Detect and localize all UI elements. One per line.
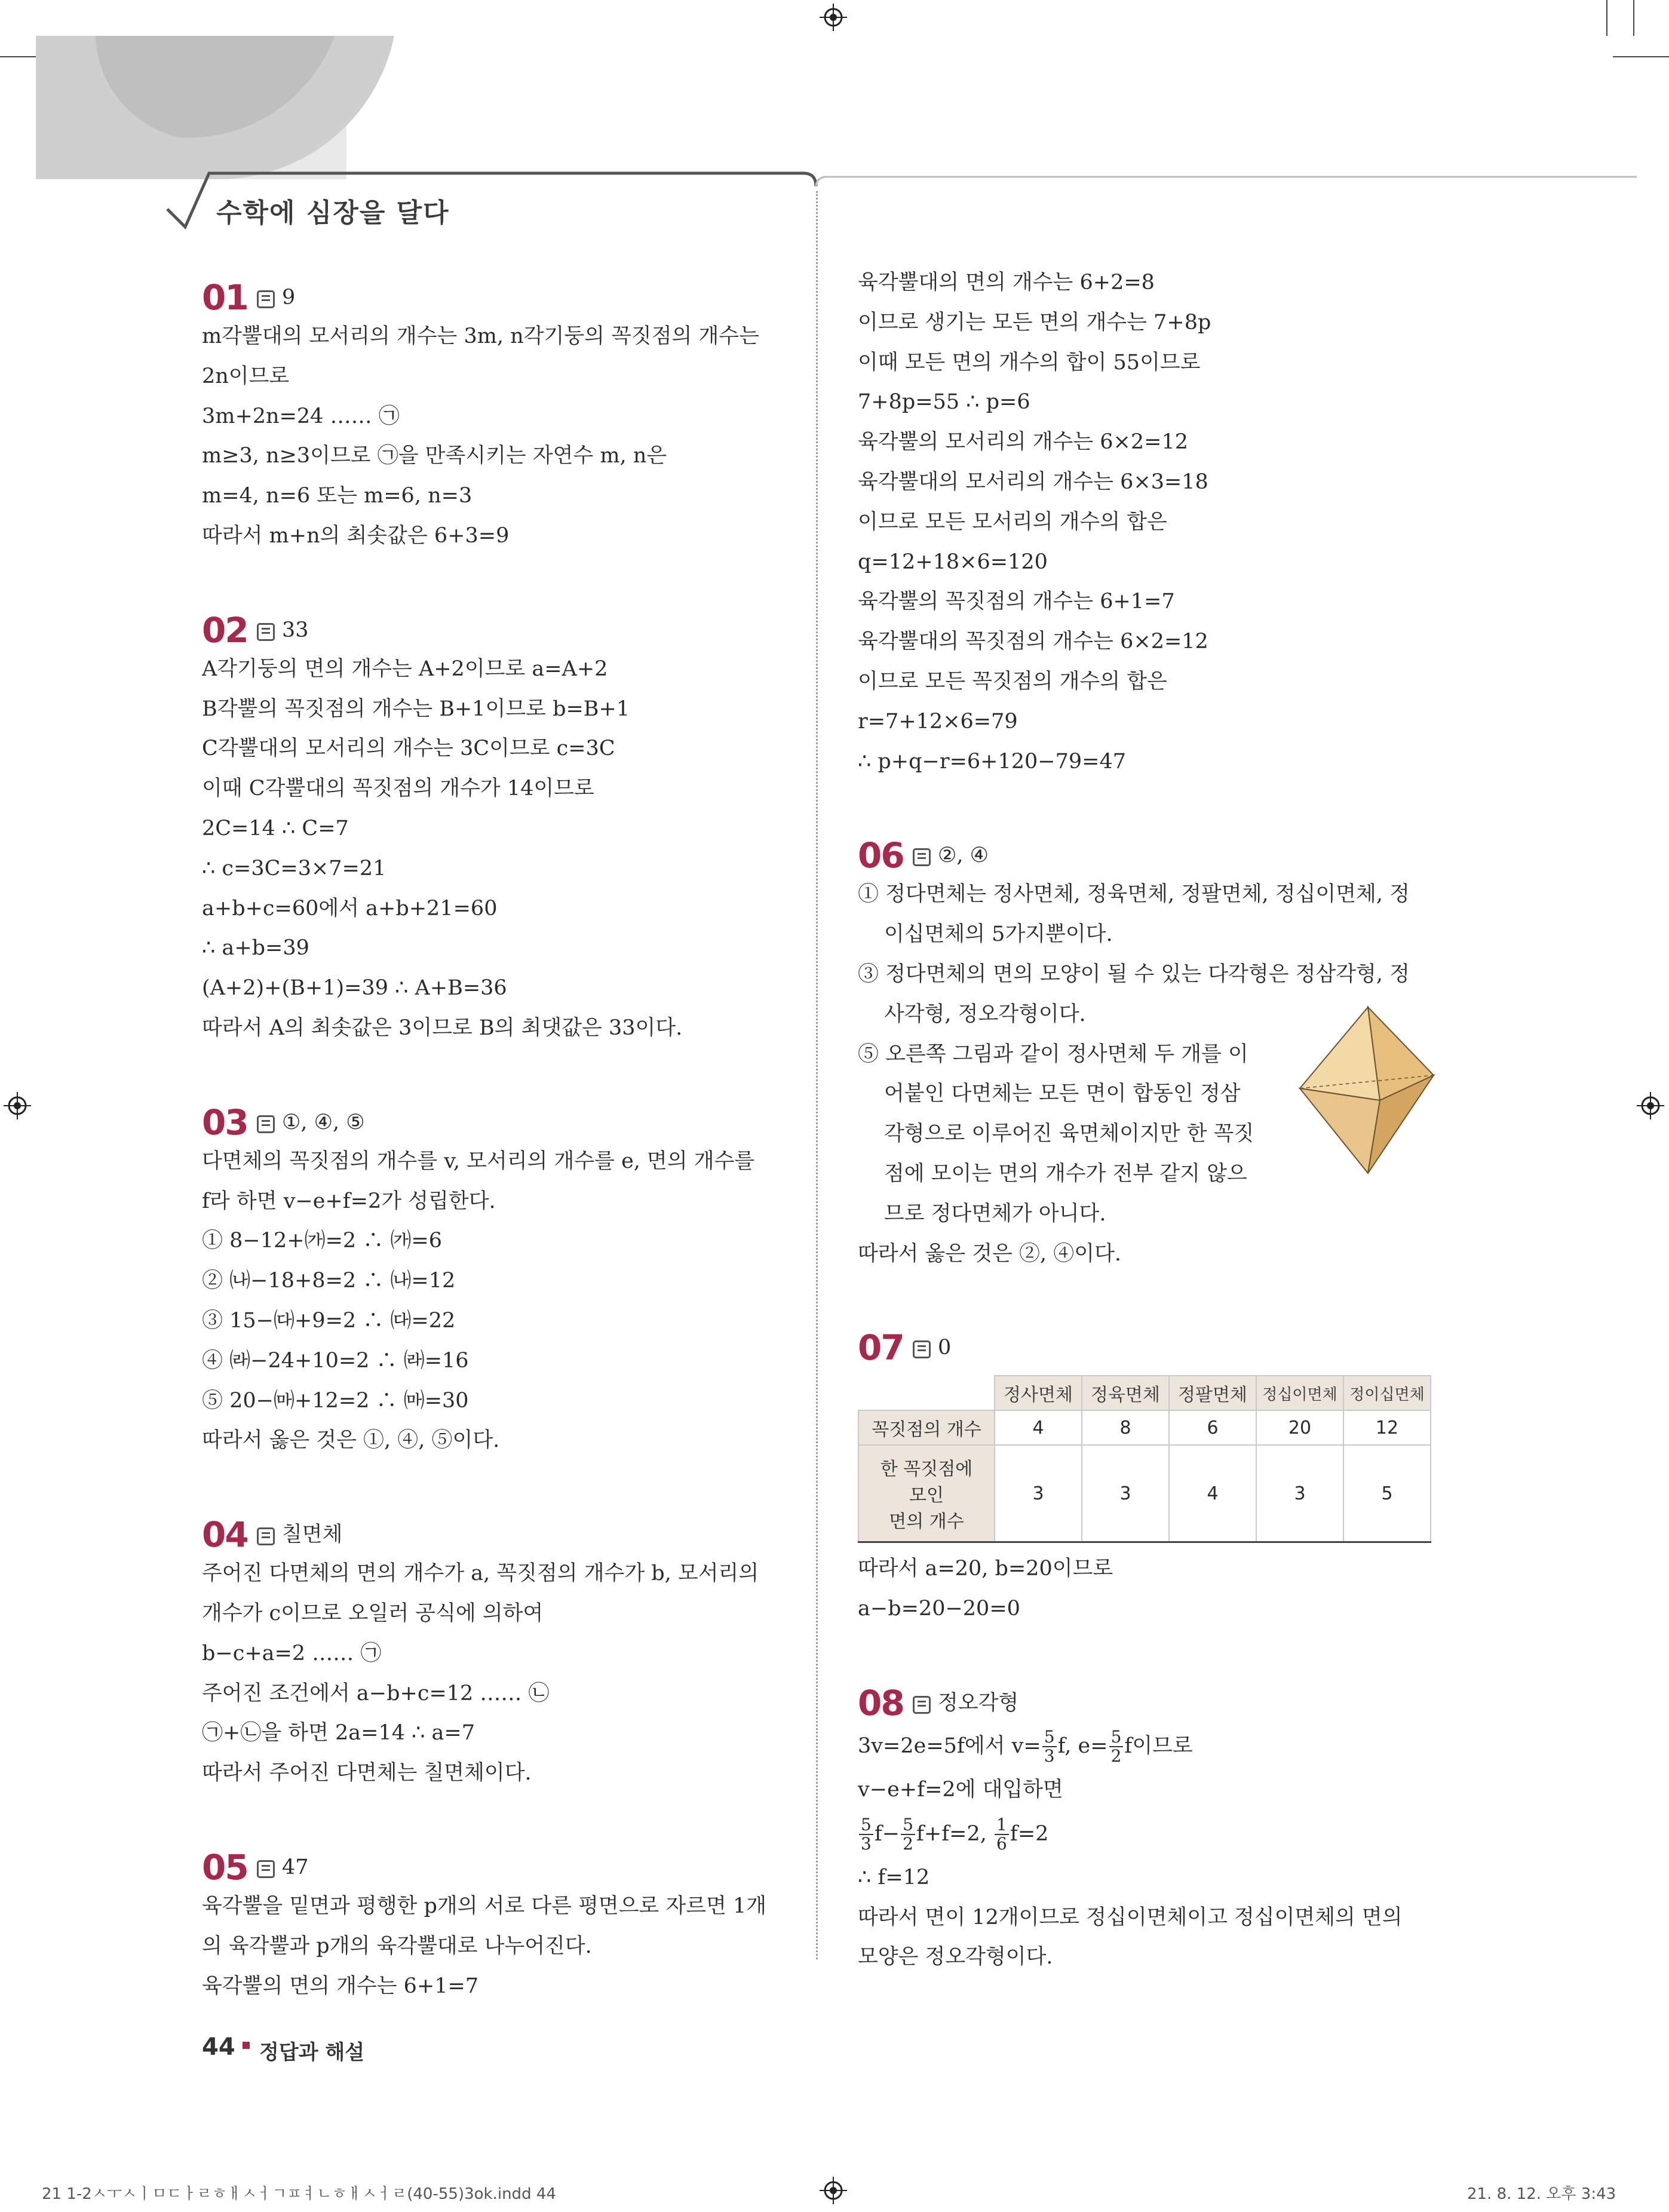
solution-line: 따라서 옳은 것은 ②, ④이다. bbox=[858, 1241, 1122, 1266]
question-08-header bbox=[858, 1672, 1449, 1722]
table-cell: 8 bbox=[1082, 1410, 1169, 1445]
solution-line: C각뿔대의 모서리의 개수는 3C이므로 c=3C bbox=[202, 737, 615, 761]
polyhedra-table bbox=[858, 1375, 1431, 1543]
question-03-header bbox=[202, 1091, 793, 1142]
row-header-line: 한 꼭짓점에 bbox=[880, 1459, 973, 1480]
solution-line: 따라서 면이 12개이므로 정십이면체이고 정십이면체의 면의 bbox=[858, 1905, 1403, 1929]
table-cell: 6 bbox=[1169, 1410, 1256, 1445]
solution-line: B각뿔의 꼭짓점의 개수는 B+1이므로 b=B+1 bbox=[202, 697, 630, 721]
answer-icon bbox=[257, 623, 275, 641]
solution-line: r=7+12×6=79 bbox=[858, 709, 1018, 734]
column-header: 정사면체 bbox=[995, 1376, 1082, 1410]
question-number: 01 bbox=[202, 277, 248, 318]
answer-value: 47 bbox=[282, 1855, 309, 1879]
solution-line: ① 정다면체는 정사면체, 정육면체, 정팔면체, 정십이면체, 정 bbox=[858, 882, 1410, 907]
fraction bbox=[1109, 1728, 1124, 1765]
solution-line: 이때 모든 면의 개수의 합이 55이므로 bbox=[858, 350, 1201, 375]
solution-line: 따라서 옳은 것은 ①, ④, ⑤이다. bbox=[202, 1428, 500, 1453]
answer-value: 칠면체 bbox=[282, 1523, 343, 1547]
solution-line: ③ 정다면체의 면의 모양이 될 수 있는 다각형은 정삼각형, 정 bbox=[858, 962, 1410, 986]
registration-mark-icon bbox=[820, 2177, 847, 2204]
solution-line: A각기둥의 면의 개수는 A+2이므로 a=A+2 bbox=[202, 656, 608, 681]
row-header: 꼭짓점의 개수 bbox=[858, 1410, 995, 1445]
solution-line bbox=[858, 1810, 1449, 1858]
answer-icon bbox=[913, 1696, 931, 1714]
solution-line: 따라서 a=20, b=20이므로 bbox=[858, 1557, 1113, 1581]
solution-line: ∴ f=12 bbox=[858, 1865, 930, 1889]
solution-line: ① 8−12+㈎=2 ∴ ㈎=6 bbox=[202, 1229, 443, 1253]
solution-line: 육각뿔대의 면의 개수는 6+2=8 bbox=[858, 271, 1155, 294]
question-07-header bbox=[858, 1317, 1449, 1367]
solution-line: m=4, n=6 또는 m=6, n=3 bbox=[202, 484, 473, 508]
solution-line: 7+8p=55 ∴ p=6 bbox=[858, 390, 1030, 415]
table-corner bbox=[858, 1376, 995, 1410]
numerator: 5 bbox=[1042, 1728, 1057, 1747]
answer-value: 33 bbox=[282, 618, 309, 642]
denominator: 6 bbox=[996, 1834, 1007, 1854]
text: f, e= bbox=[1057, 1734, 1108, 1758]
answer-value: 0 bbox=[938, 1336, 952, 1360]
column-header: 정육면체 bbox=[1082, 1376, 1169, 1410]
solution-line: ⑤ 20−㈒+12=2 ∴ ㈒=30 bbox=[202, 1388, 469, 1413]
question-number: 02 bbox=[202, 609, 248, 651]
fraction bbox=[901, 1816, 915, 1853]
solution-line: 사각형, 정오각형이다. bbox=[884, 1002, 1086, 1026]
solution-line: (A+2)+(B+1)=39 ∴ A+B=36 bbox=[202, 976, 507, 1001]
denominator: 3 bbox=[861, 1834, 872, 1854]
text: f+f=2, bbox=[916, 1821, 994, 1846]
table-cell: 12 bbox=[1343, 1410, 1431, 1445]
row-header bbox=[858, 1445, 995, 1542]
registration-mark-icon bbox=[4, 1092, 31, 1119]
solution-line: m≥3, n≥3이므로 ㉠을 만족시키는 자연수 m, n은 bbox=[202, 444, 667, 468]
solution-line: 각형으로 이루어진 육면체이지만 한 꼭짓 bbox=[884, 1122, 1254, 1146]
registration-mark-icon bbox=[1637, 1092, 1664, 1119]
solution-line: 주어진 다면체의 면의 개수가 a, 꼭짓점의 개수가 b, 모서리의 bbox=[202, 1561, 759, 1586]
solution-line: 므로 정다면체가 아니다. bbox=[884, 1201, 1106, 1226]
table-cell: 4 bbox=[995, 1410, 1082, 1445]
answer-icon bbox=[257, 1115, 275, 1133]
solution-line: q=12+18×6=120 bbox=[858, 550, 1048, 574]
row-header-line: 모인 bbox=[909, 1485, 944, 1507]
text: f=2 bbox=[1010, 1821, 1049, 1846]
answer-icon bbox=[257, 1527, 275, 1545]
numerator: 5 bbox=[859, 1816, 873, 1835]
answer-icon bbox=[257, 290, 275, 308]
text: 3v=2e=5f에서 v= bbox=[858, 1734, 1041, 1758]
solution-line: ∴ c=3C=3×7=21 bbox=[202, 856, 386, 880]
fraction bbox=[1042, 1728, 1057, 1765]
left-column bbox=[202, 263, 793, 2006]
column-header: 정십이면체 bbox=[1256, 1376, 1343, 1410]
solution-line: 점에 모이는 면의 개수가 전부 같지 않으 bbox=[884, 1161, 1247, 1186]
solution-line: 이때 C각뿔대의 꼭짓점의 개수가 14이므로 bbox=[202, 777, 594, 801]
solution-line: 따라서 A의 최솟값은 3이므로 B의 최댓값은 33이다. bbox=[202, 1016, 683, 1040]
answer-value: ①, ④, ⑤ bbox=[282, 1110, 365, 1134]
print-slug-date: 21. 8. 12. 오후 3:43 bbox=[1467, 2185, 1616, 2203]
question-number: 06 bbox=[858, 835, 904, 876]
denominator: 3 bbox=[1044, 1746, 1055, 1766]
solution-line: 3m+2n=24 …… ㉠ bbox=[202, 404, 400, 428]
table-cell: 3 bbox=[1256, 1445, 1343, 1542]
solution-line: ∴ p+q−r=6+120−79=47 bbox=[858, 749, 1127, 774]
table-row bbox=[858, 1410, 1431, 1445]
solution-line: 이십면체의 5가지뿐이다. bbox=[884, 922, 1113, 947]
solution-line: 개수가 c이므로 오일러 공식에 의하여 bbox=[202, 1601, 544, 1625]
question-04-header bbox=[202, 1504, 793, 1554]
solution-line: 육각뿔의 모서리의 개수는 6×2=12 bbox=[858, 430, 1189, 455]
numerator: 1 bbox=[995, 1816, 1009, 1835]
column-header: 정이십면체 bbox=[1343, 1376, 1431, 1410]
question-02-header bbox=[202, 599, 793, 649]
solution-line: a−b=20−20=0 bbox=[858, 1597, 1020, 1621]
solution-line: 주어진 조건에서 a−b+c=12 …… ㉡ bbox=[202, 1681, 550, 1705]
question-05-header bbox=[202, 1836, 793, 1886]
triangular-bipyramid-figure bbox=[1296, 1004, 1440, 1177]
question-number: 04 bbox=[202, 1514, 248, 1556]
solution-line: 육각뿔대의 꼭짓점의 개수는 6×2=12 bbox=[858, 630, 1208, 654]
column-divider bbox=[816, 191, 818, 1959]
solution-line: ⑤ 오른쪽 그림과 같이 정사면체 두 개를 이 bbox=[858, 1042, 1248, 1066]
answer-icon bbox=[913, 848, 931, 866]
solution-line: 의 육각뿔과 p개의 육각뿔대로 나누어진다. bbox=[202, 1934, 592, 1958]
question-number: 05 bbox=[202, 1846, 248, 1888]
solution-line: 모양은 정오각형이다. bbox=[858, 1945, 1053, 1969]
print-slug-file: 21 1-2ㅅㅜㅅㅣㅁㄷㅏㄹㅎㅐㅅㅓㄱㅍㅕㄴㅎㅐㅅㅓㄹ(40-55)3ok.indd 44 bbox=[42, 2185, 556, 2203]
footer-bullet bbox=[243, 2042, 250, 2049]
solution-line: 육각뿔대의 모서리의 개수는 6×3=18 bbox=[858, 470, 1208, 494]
text: f이므로 bbox=[1124, 1734, 1193, 1758]
answer-icon bbox=[913, 1340, 931, 1358]
solution-line: 따라서 주어진 다면체는 칠면체이다. bbox=[202, 1761, 532, 1785]
solution-line: ㉠+㉡을 하면 2a=14 ∴ a=7 bbox=[202, 1721, 475, 1745]
question-number: 08 bbox=[858, 1682, 904, 1723]
answer-icon bbox=[257, 1860, 275, 1878]
solution-line: 육각뿔의 꼭짓점의 개수는 6+1=7 bbox=[858, 590, 1175, 614]
answer-value: 9 bbox=[282, 286, 296, 309]
table-cell: 3 bbox=[995, 1445, 1082, 1542]
table-cell: 4 bbox=[1169, 1445, 1256, 1542]
solution-line: 어붙인 다면체는 모든 면이 합동인 정삼 bbox=[884, 1082, 1241, 1106]
fraction bbox=[859, 1816, 873, 1853]
answer-value: 정오각형 bbox=[938, 1691, 1019, 1715]
solution-line: ③ 15−㈐+9=2 ∴ ㈐=22 bbox=[202, 1308, 456, 1333]
question-number: 07 bbox=[858, 1327, 904, 1369]
table-row bbox=[858, 1445, 1431, 1542]
solution-line: 2n이므로 bbox=[202, 364, 290, 388]
solution-line: m각뿔대의 모서리의 개수는 3m, n각기둥의 꼭짓점의 개수는 bbox=[202, 324, 759, 348]
solution-line: 이므로 모든 모서리의 개수의 합은 bbox=[858, 510, 1167, 534]
footer-section-title: 정답과 해설 bbox=[259, 2041, 365, 2064]
question-06-header bbox=[858, 824, 1449, 875]
solution-line bbox=[858, 1722, 1449, 1770]
solution-line: ∴ a+b=39 bbox=[202, 936, 309, 961]
table-cell: 3 bbox=[1082, 1445, 1169, 1542]
answer-value: ②, ④ bbox=[938, 843, 989, 868]
question-01-header bbox=[202, 266, 793, 317]
table-cell: 20 bbox=[1256, 1410, 1343, 1445]
solution-line: ② ㈏−18+8=2 ∴ ㈏=12 bbox=[202, 1269, 456, 1293]
question-number: 03 bbox=[202, 1102, 248, 1143]
registration-mark-icon bbox=[820, 4, 847, 31]
solution-line: f라 하면 v−e+f=2가 성립한다. bbox=[202, 1189, 496, 1213]
solution-line: 육각뿔의 면의 개수는 6+1=7 bbox=[202, 1974, 479, 1998]
denominator: 2 bbox=[1110, 1746, 1122, 1766]
denominator: 2 bbox=[903, 1834, 913, 1854]
solution-line: 다면체의 꼭짓점의 개수를 v, 모서리의 개수를 e, 면의 개수를 bbox=[202, 1149, 755, 1173]
solution-line: v−e+f=2에 대입하면 bbox=[858, 1777, 1063, 1802]
page-number: 44 bbox=[202, 2033, 235, 2061]
brand-title: 수학에 심장을 달다 bbox=[216, 198, 450, 228]
solution-line: ④ ㈑−24+10=2 ∴ ㈑=16 bbox=[202, 1348, 469, 1373]
row-header-line: 면의 개수 bbox=[889, 1511, 964, 1533]
solution-line: 이므로 모든 꼭짓점의 개수의 합은 bbox=[858, 669, 1167, 694]
solution-line: b−c+a=2 …… ㉠ bbox=[202, 1641, 382, 1665]
numerator: 5 bbox=[1109, 1728, 1124, 1747]
solution-line: 이므로 생기는 모든 면의 개수는 7+8p bbox=[858, 310, 1211, 335]
fraction bbox=[995, 1816, 1009, 1853]
table-cell: 5 bbox=[1343, 1445, 1431, 1542]
solution-line: a+b+c=60에서 a+b+21=60 bbox=[202, 896, 498, 921]
solution-line: 육각뿔을 밑면과 평행한 p개의 서로 다른 평면으로 자르면 1개 bbox=[202, 1894, 767, 1918]
numerator: 5 bbox=[901, 1816, 915, 1835]
text: f− bbox=[874, 1821, 900, 1846]
solution-line: 2C=14 ∴ C=7 bbox=[202, 816, 349, 840]
solution-line: 따라서 m+n의 최솟값은 6+3=9 bbox=[202, 523, 510, 548]
column-header: 정팔면체 bbox=[1169, 1376, 1256, 1410]
